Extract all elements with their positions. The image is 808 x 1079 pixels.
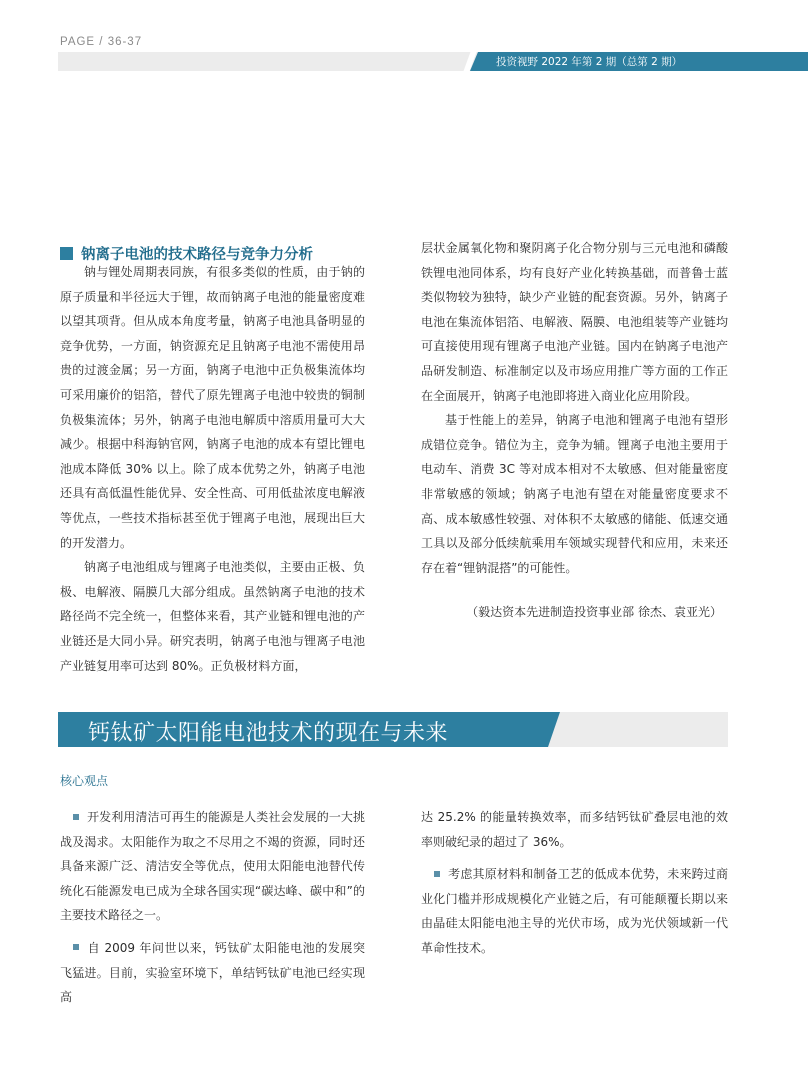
key-point-text: 考虑其原材料和制备工艺的低成本优势，未来跨过商业化门槛并形成规模化产业链之后，有可能颠覆长期以来由晶硅太阳能电池主导的光伏市场，成为光伏领域新一代革命性技术。	[421, 867, 728, 955]
paragraph: 基于性能上的差异，钠离子电池和锂离子电池有望形成错位竞争。错位为主，竞争为辅。锂离子电池主要用于电动车、消费 3C 等对成本相对不太敏感、但对能量密度非常敏感的领域；钠离子电池有望在对能量密度要求不高、成本敏感性较强、对体积不太敏感的储能、低速交通工具以及部分低续航乘用车领域实现替代和应用，未来还存在着“锂钠混搭”的可能性。	[421, 413, 728, 575]
key-point	[60, 936, 365, 1010]
key-point	[421, 862, 728, 960]
journal-issue-info: 投资视野 2022 年第 2 期（总第 2 期）	[496, 56, 683, 68]
square-bullet-icon	[60, 247, 73, 260]
paragraph-continuation: 达 25.2% 的能量转换效率，而多结钙钛矿叠层电池的效率则破纪录的超过了 36%。	[421, 810, 728, 849]
key-point-text: 开发利用清洁可再生的能源是人类社会发展的一大挑战及渴求。太阳能作为取之不尽用之不竭的资源，同时还具备来源广泛、清洁安全等优点，使用太阳能电池替代传统化石能源发电已成为全球各国实现“碳达峰、碳中和”的主要技术路径之一。	[60, 810, 365, 923]
key-point-text: 自 2009 年问世以来，钙钛矿太阳能电池的发展突飞猛进。目前，实验室环境下，单结钙钛矿电池已经实现高	[60, 940, 365, 1005]
square-bullet-icon	[434, 871, 440, 877]
paragraph: 层状金属氧化物和聚阴离子化合物分别与三元电池和磷酸铁锂电池同体系，均有良好产业化转换基础，而普鲁士蓝类似物较为独特，缺少产业链的配套资源。另外，钠离子电池在集流体铝箔、电解液、隔膜、电池组装等产业链均可直接使用现有锂离子电池产业链。国内在钠离子电池产品研发制造、标准制定以及市场应用推广等方面的工作正在全面展开，钠离子电池即将进入商业化应用阶段。	[421, 241, 728, 403]
paragraph: 钠离子电池组成与锂离子电池类似，主要由正极、负极、电解液、隔膜几大部分组成。虽然钠离子电池的技术路径尚不完全统一，但整体来看，其产业链和锂电池的产业链还是大同小异。研究表明，钠离子电池与锂离子电池产业链复用率可达到 80%。正负极材料方面，	[60, 560, 365, 673]
paragraph: 钠与锂处周期表同族，有很多类似的性质，由于钠的原子质量和半径远大于锂，故而钠离子电池的能量密度难以望其项背。但从成本角度考量，钠离子电池具备明显的竞争优势，一方面，钠资源充足且钠离子电池不需使用昂贵的过渡金属；另一方面，钠离子电池中正负极集流体均可采用廉价的铝箔，替代了原先锂离子电池中较贵的铜制负极集流体；另外，钠离子电池电解质中溶质用量可大大减少。根据中科海钠官网，钠离子电池的成本有望比锂电池成本降低 30% 以上。除了成本优势之外，钠离子电池还具有高低温性能优异、安全性高、可用低盐浓度电解液等优点，一些技术指标甚至优于锂离子电池，展现出巨大的开发潜力。	[60, 265, 365, 550]
article2-left-column	[60, 805, 365, 1018]
article-title: 钙钛矿太阳能电池技术的现在与未来	[88, 721, 449, 746]
article2-right-column	[421, 805, 728, 969]
page-number-label: PAGE / 36-37	[60, 36, 143, 48]
square-bullet-icon	[73, 814, 79, 820]
article1-left-column	[60, 260, 365, 678]
core-viewpoints-label: 核心观点	[60, 774, 109, 788]
section-heading-text: 钠离子电池的技术路径与竞争力分析	[81, 247, 313, 263]
key-point	[60, 805, 365, 928]
article1-right-column	[421, 236, 728, 580]
square-bullet-icon	[73, 944, 79, 950]
header-grey-bar	[58, 52, 480, 71]
author-credit: （毅达资本先进制造投资事业部 徐杰、袁亚光）	[466, 605, 722, 619]
